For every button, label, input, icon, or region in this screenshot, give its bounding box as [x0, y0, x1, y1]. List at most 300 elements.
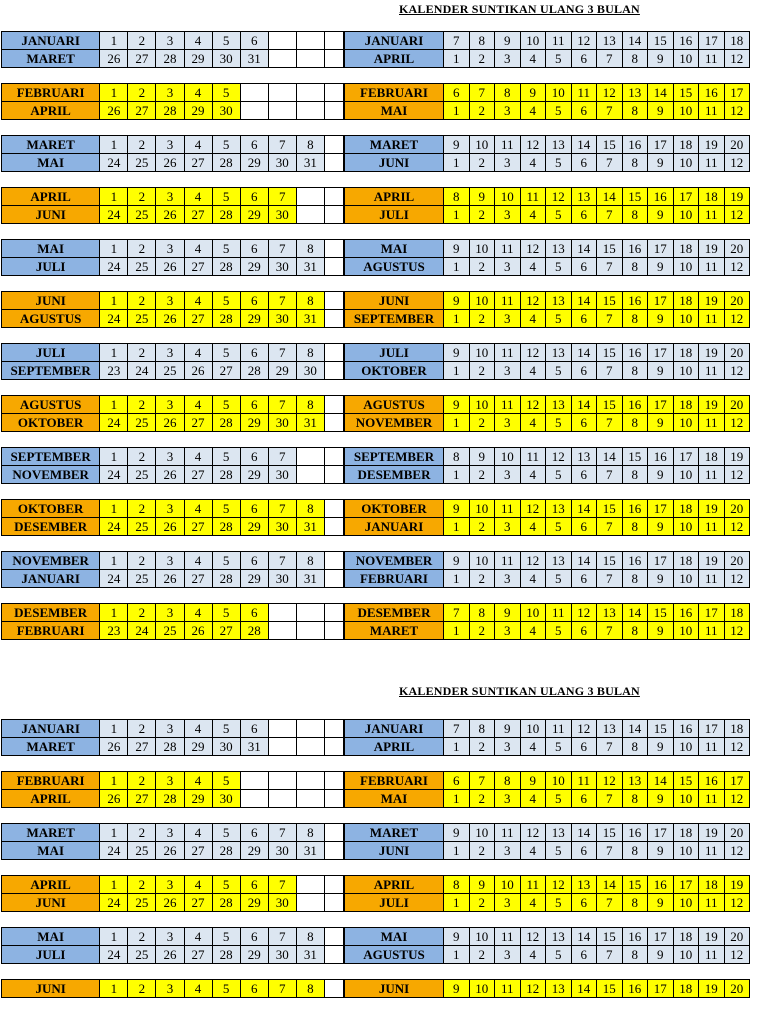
day-cell: 30 — [212, 738, 240, 756]
day-cell: 8 — [495, 772, 521, 790]
day-cell: 1 — [100, 720, 128, 738]
day-cell — [296, 188, 324, 206]
spacer-cell — [324, 928, 343, 946]
day-cell: 15 — [673, 84, 699, 102]
table-row — [2, 344, 344, 362]
day-cell: 6 — [240, 552, 268, 570]
day-cell: 10 — [520, 32, 546, 50]
table-row — [345, 876, 750, 894]
day-cell: 14 — [622, 604, 648, 622]
day-cell: 29 — [240, 466, 268, 484]
table-row — [2, 720, 344, 738]
day-cell: 24 — [100, 310, 128, 328]
table-row — [2, 604, 344, 622]
spacer-cell — [324, 362, 343, 380]
spacer-cell — [324, 876, 343, 894]
month-label: MARET — [2, 50, 100, 68]
day-cell: 30 — [268, 466, 296, 484]
day-cell: 11 — [495, 824, 521, 842]
spacer-cell — [324, 344, 343, 362]
day-cell: 15 — [597, 928, 623, 946]
day-cell: 15 — [622, 876, 648, 894]
day-cell: 12 — [724, 102, 750, 120]
day-cell: 26 — [100, 102, 128, 120]
spacer-cell — [324, 604, 343, 622]
day-cell: 1 — [444, 154, 470, 172]
day-cell: 20 — [724, 136, 750, 154]
day-cell: 18 — [673, 240, 699, 258]
day-cell: 13 — [571, 448, 597, 466]
day-cell: 8 — [444, 188, 470, 206]
day-cell: 17 — [648, 344, 674, 362]
day-cell: 30 — [268, 842, 296, 860]
day-cell: 28 — [212, 154, 240, 172]
day-cell: 19 — [699, 824, 725, 842]
day-cell: 3 — [495, 466, 521, 484]
day-cell: 5 — [546, 622, 572, 640]
day-cell: 15 — [648, 32, 674, 50]
day-cell: 6 — [571, 518, 597, 536]
day-cell: 13 — [546, 552, 572, 570]
day-cell: 9 — [444, 292, 470, 310]
day-cell: 3 — [156, 32, 184, 50]
calendar-table-left-1 — [1, 31, 344, 640]
day-cell: 6 — [571, 894, 597, 912]
day-cell: 11 — [699, 842, 725, 860]
month-label: FEBRUARI — [345, 772, 444, 790]
day-cell: 17 — [648, 500, 674, 518]
day-cell: 20 — [724, 552, 750, 570]
day-cell: 26 — [156, 946, 184, 964]
day-cell: 2 — [128, 500, 156, 518]
day-cell: 2 — [469, 154, 495, 172]
calendar-title-2: KALENDER SUNTIKAN ULANG 3 BULAN — [399, 684, 640, 698]
month-label: MAI — [345, 240, 444, 258]
table-row — [345, 84, 750, 102]
day-cell: 2 — [128, 344, 156, 362]
day-cell: 29 — [240, 946, 268, 964]
day-cell: 13 — [571, 876, 597, 894]
day-cell: 14 — [571, 824, 597, 842]
table-row — [345, 552, 750, 570]
day-cell: 14 — [622, 32, 648, 50]
day-cell: 11 — [495, 396, 521, 414]
day-cell: 6 — [240, 876, 268, 894]
day-cell: 20 — [724, 500, 750, 518]
month-label: APRIL — [2, 790, 100, 808]
day-cell: 13 — [546, 344, 572, 362]
day-cell: 2 — [469, 414, 495, 432]
day-cell: 5 — [212, 344, 240, 362]
day-cell — [296, 876, 324, 894]
day-cell: 27 — [212, 362, 240, 380]
month-label: APRIL — [2, 188, 100, 206]
table-row — [345, 720, 750, 738]
day-cell: 19 — [724, 188, 750, 206]
day-cell: 7 — [268, 188, 296, 206]
day-cell: 5 — [546, 570, 572, 588]
table-row — [345, 136, 750, 154]
day-cell: 20 — [724, 980, 750, 998]
day-cell: 19 — [699, 500, 725, 518]
day-cell: 8 — [622, 946, 648, 964]
day-cell: 15 — [673, 772, 699, 790]
day-cell: 14 — [648, 84, 674, 102]
group-spacer — [345, 68, 750, 84]
day-cell: 19 — [699, 396, 725, 414]
day-cell: 30 — [268, 310, 296, 328]
table-row — [2, 240, 344, 258]
day-cell: 16 — [622, 928, 648, 946]
day-cell: 3 — [156, 552, 184, 570]
day-cell: 5 — [212, 876, 240, 894]
day-cell: 7 — [597, 518, 623, 536]
day-cell: 5 — [212, 292, 240, 310]
day-cell: 10 — [673, 738, 699, 756]
day-cell: 5 — [212, 772, 240, 790]
day-cell: 11 — [520, 448, 546, 466]
day-cell: 10 — [673, 102, 699, 120]
day-cell: 7 — [597, 414, 623, 432]
day-cell: 4 — [184, 84, 212, 102]
day-cell: 26 — [156, 414, 184, 432]
day-cell: 3 — [156, 876, 184, 894]
day-cell: 9 — [648, 154, 674, 172]
day-cell: 24 — [100, 518, 128, 536]
day-cell: 12 — [546, 876, 572, 894]
day-cell: 10 — [469, 136, 495, 154]
day-cell: 3 — [156, 824, 184, 842]
day-cell: 11 — [495, 136, 521, 154]
day-cell: 7 — [469, 84, 495, 102]
month-label: MARET — [2, 136, 100, 154]
day-cell: 5 — [546, 50, 572, 68]
day-cell: 26 — [156, 894, 184, 912]
month-label: APRIL — [345, 188, 444, 206]
day-cell: 8 — [622, 102, 648, 120]
day-cell: 3 — [156, 84, 184, 102]
month-label: SEPTEMBER — [345, 310, 444, 328]
day-cell: 8 — [622, 258, 648, 276]
day-cell: 31 — [296, 310, 324, 328]
day-cell: 4 — [184, 396, 212, 414]
table-row — [345, 292, 750, 310]
day-cell: 3 — [495, 738, 521, 756]
day-cell: 9 — [520, 772, 546, 790]
day-cell: 6 — [571, 414, 597, 432]
day-cell: 10 — [469, 344, 495, 362]
day-cell: 28 — [240, 622, 268, 640]
day-cell: 5 — [546, 258, 572, 276]
day-cell: 10 — [673, 518, 699, 536]
day-cell: 28 — [156, 50, 184, 68]
day-cell — [268, 790, 296, 808]
day-cell: 5 — [546, 466, 572, 484]
month-label: OKTOBER — [345, 362, 444, 380]
day-cell: 7 — [597, 102, 623, 120]
day-cell: 7 — [597, 258, 623, 276]
day-cell: 18 — [673, 552, 699, 570]
day-cell: 1 — [100, 980, 128, 998]
group-spacer — [345, 328, 750, 344]
day-cell: 8 — [296, 500, 324, 518]
month-label: AGUSTUS — [2, 310, 100, 328]
day-cell — [296, 466, 324, 484]
day-cell: 5 — [212, 188, 240, 206]
month-label: JANUARI — [2, 32, 100, 50]
day-cell: 1 — [444, 790, 470, 808]
day-cell: 1 — [444, 362, 470, 380]
day-cell: 11 — [546, 32, 572, 50]
day-cell: 28 — [212, 946, 240, 964]
day-cell: 13 — [546, 824, 572, 842]
day-cell: 9 — [648, 790, 674, 808]
day-cell: 12 — [546, 188, 572, 206]
day-cell: 25 — [128, 570, 156, 588]
day-cell: 8 — [296, 928, 324, 946]
day-cell: 2 — [469, 946, 495, 964]
day-cell: 4 — [520, 258, 546, 276]
day-cell: 7 — [597, 466, 623, 484]
day-cell: 26 — [156, 258, 184, 276]
day-cell: 5 — [212, 604, 240, 622]
day-cell: 31 — [296, 842, 324, 860]
day-cell: 6 — [240, 500, 268, 518]
day-cell: 1 — [444, 414, 470, 432]
day-cell: 25 — [156, 362, 184, 380]
table-row — [345, 414, 750, 432]
month-label: AGUSTUS — [345, 258, 444, 276]
day-cell: 1 — [100, 824, 128, 842]
spacer-cell — [324, 552, 343, 570]
day-cell: 13 — [546, 240, 572, 258]
day-cell: 5 — [546, 310, 572, 328]
day-cell: 17 — [648, 552, 674, 570]
day-cell: 12 — [724, 466, 750, 484]
month-label: MAI — [2, 842, 100, 860]
day-cell: 9 — [648, 946, 674, 964]
day-cell: 2 — [128, 876, 156, 894]
day-cell: 28 — [212, 894, 240, 912]
month-label: MAI — [345, 790, 444, 808]
spacer-cell — [324, 102, 343, 120]
day-cell: 29 — [184, 738, 212, 756]
day-cell: 12 — [597, 84, 623, 102]
day-cell: 7 — [597, 622, 623, 640]
day-cell: 3 — [495, 894, 521, 912]
day-cell: 8 — [296, 136, 324, 154]
day-cell: 9 — [444, 980, 470, 998]
day-cell: 26 — [156, 466, 184, 484]
group-spacer — [345, 588, 750, 604]
day-cell: 27 — [184, 518, 212, 536]
month-label: JULI — [345, 344, 444, 362]
day-cell: 30 — [268, 258, 296, 276]
day-cell: 4 — [184, 188, 212, 206]
day-cell: 8 — [622, 790, 648, 808]
day-cell: 10 — [673, 362, 699, 380]
day-cell: 11 — [495, 500, 521, 518]
spacer-cell — [324, 84, 343, 102]
day-cell: 29 — [240, 154, 268, 172]
day-cell — [296, 102, 324, 120]
day-cell — [268, 84, 296, 102]
day-cell: 16 — [622, 136, 648, 154]
calendar-table-left-2 — [1, 719, 344, 998]
day-cell: 2 — [469, 258, 495, 276]
table-row — [2, 448, 344, 466]
table-row — [2, 790, 344, 808]
day-cell: 3 — [156, 720, 184, 738]
day-cell: 4 — [520, 466, 546, 484]
day-cell: 13 — [622, 772, 648, 790]
day-cell: 2 — [469, 842, 495, 860]
day-cell: 25 — [128, 842, 156, 860]
day-cell: 12 — [724, 258, 750, 276]
day-cell: 2 — [469, 790, 495, 808]
day-cell: 16 — [648, 188, 674, 206]
spacer-cell — [324, 32, 343, 50]
day-cell: 27 — [184, 570, 212, 588]
table-row — [345, 738, 750, 756]
day-cell: 12 — [520, 344, 546, 362]
day-cell: 3 — [156, 292, 184, 310]
group-spacer — [2, 756, 344, 772]
table-row — [2, 188, 344, 206]
day-cell: 25 — [128, 206, 156, 224]
day-cell: 31 — [296, 258, 324, 276]
day-cell: 16 — [622, 240, 648, 258]
day-cell: 8 — [622, 894, 648, 912]
day-cell: 16 — [622, 292, 648, 310]
day-cell: 27 — [184, 414, 212, 432]
day-cell: 1 — [444, 258, 470, 276]
month-label: MARET — [345, 824, 444, 842]
day-cell: 9 — [648, 102, 674, 120]
day-cell: 4 — [520, 414, 546, 432]
day-cell: 9 — [648, 570, 674, 588]
day-cell: 20 — [724, 824, 750, 842]
day-cell: 12 — [520, 552, 546, 570]
day-cell: 17 — [673, 876, 699, 894]
day-cell: 31 — [296, 946, 324, 964]
day-cell: 12 — [520, 928, 546, 946]
day-cell: 27 — [184, 206, 212, 224]
group-spacer — [345, 172, 750, 188]
day-cell: 7 — [268, 980, 296, 998]
day-cell: 6 — [240, 928, 268, 946]
day-cell: 10 — [520, 720, 546, 738]
day-cell: 4 — [184, 448, 212, 466]
day-cell — [296, 790, 324, 808]
day-cell: 7 — [597, 842, 623, 860]
table-row — [345, 604, 750, 622]
table-row — [2, 980, 344, 998]
day-cell: 1 — [100, 32, 128, 50]
day-cell: 11 — [699, 310, 725, 328]
month-label: DESEMBER — [2, 518, 100, 536]
day-cell: 2 — [469, 50, 495, 68]
day-cell: 6 — [571, 310, 597, 328]
day-cell: 6 — [571, 50, 597, 68]
day-cell: 4 — [520, 362, 546, 380]
month-label: SEPTEMBER — [2, 362, 100, 380]
day-cell: 8 — [495, 84, 521, 102]
day-cell: 12 — [520, 824, 546, 842]
group-spacer — [2, 484, 344, 500]
day-cell: 2 — [469, 310, 495, 328]
day-cell — [296, 622, 324, 640]
day-cell: 12 — [546, 448, 572, 466]
day-cell: 14 — [571, 292, 597, 310]
month-label: APRIL — [345, 876, 444, 894]
day-cell: 1 — [444, 570, 470, 588]
day-cell: 26 — [100, 50, 128, 68]
day-cell: 9 — [444, 136, 470, 154]
month-label: FEBRUARI — [345, 570, 444, 588]
day-cell: 17 — [648, 240, 674, 258]
day-cell: 2 — [469, 738, 495, 756]
day-cell: 10 — [673, 466, 699, 484]
day-cell: 8 — [622, 738, 648, 756]
day-cell: 4 — [184, 552, 212, 570]
spacer-cell — [324, 154, 343, 172]
day-cell: 7 — [597, 362, 623, 380]
day-cell: 17 — [699, 720, 725, 738]
day-cell: 5 — [546, 842, 572, 860]
day-cell: 18 — [673, 500, 699, 518]
day-cell: 5 — [546, 738, 572, 756]
day-cell: 16 — [622, 344, 648, 362]
day-cell: 11 — [699, 154, 725, 172]
day-cell: 9 — [648, 50, 674, 68]
month-label: FEBRUARI — [2, 772, 100, 790]
day-cell: 12 — [724, 946, 750, 964]
day-cell: 7 — [268, 552, 296, 570]
month-label: AGUSTUS — [2, 396, 100, 414]
day-cell: 3 — [495, 946, 521, 964]
day-cell: 7 — [268, 928, 296, 946]
day-cell: 6 — [444, 84, 470, 102]
table-row — [2, 772, 344, 790]
day-cell: 12 — [724, 206, 750, 224]
table-row — [2, 570, 344, 588]
day-cell: 29 — [240, 518, 268, 536]
table-row — [345, 188, 750, 206]
day-cell: 8 — [296, 240, 324, 258]
day-cell: 28 — [212, 310, 240, 328]
day-cell: 11 — [520, 876, 546, 894]
day-cell: 6 — [240, 32, 268, 50]
month-label: JUNI — [2, 894, 100, 912]
table-row — [345, 310, 750, 328]
table-row — [2, 206, 344, 224]
day-cell: 17 — [648, 136, 674, 154]
day-cell: 11 — [546, 604, 572, 622]
day-cell: 5 — [546, 894, 572, 912]
day-cell: 7 — [597, 206, 623, 224]
day-cell: 5 — [212, 824, 240, 842]
group-spacer — [2, 588, 344, 604]
day-cell: 1 — [100, 292, 128, 310]
day-cell: 8 — [622, 154, 648, 172]
day-cell: 3 — [495, 414, 521, 432]
day-cell: 26 — [156, 310, 184, 328]
day-cell: 4 — [184, 344, 212, 362]
day-cell: 10 — [673, 206, 699, 224]
day-cell: 9 — [648, 518, 674, 536]
day-cell: 28 — [240, 362, 268, 380]
